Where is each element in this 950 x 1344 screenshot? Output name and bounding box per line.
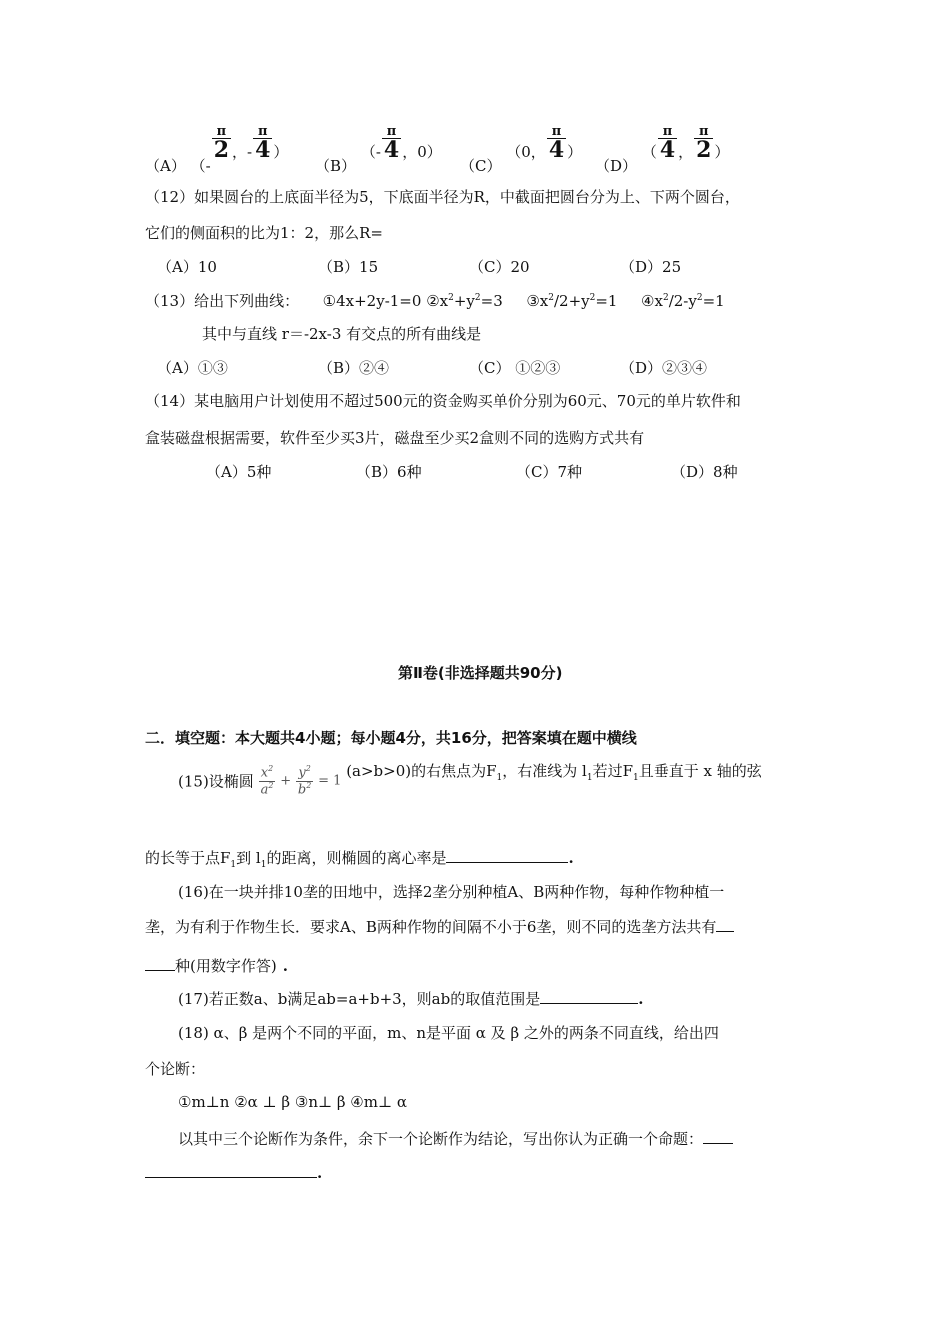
q18-line-2: 个论断： <box>145 1060 206 1078</box>
q12-option-d: （D）25 <box>620 258 682 276</box>
q15-line-2: 的长等于点$F_1$到 $l_1$的距离，则椭圆的离心率是 . <box>145 849 574 870</box>
q11-option-d: （D） （ $\frac{\pi}{4}$ ， $\frac{\pi}{2}$ ） <box>595 124 730 175</box>
q12-option-c: （C）20 <box>469 258 530 276</box>
q18-line-1: (18) α、β 是两个不同的平面，m、n是平面 α 及 β 之外的两条不同直线，给出四 <box>178 1024 719 1042</box>
fraction-pi-over-4: $\frac{\pi}{4}$ <box>255 124 271 163</box>
answer-blank-16a[interactable] <box>716 917 734 932</box>
answer-blank-16b[interactable] <box>145 956 175 971</box>
fraction-pi-over-4: $\frac{\pi}{4}$ <box>659 124 676 163</box>
answer-blank-15[interactable] <box>446 848 568 863</box>
q16-line-1: (16)在一块并排10垄的田地中，选择2垄分别种植A、B两种作物，每种作物种植一 <box>178 883 725 901</box>
q11-options <box>145 125 825 173</box>
q12-line-2: 它们的侧面积的比为1：2，那么R= <box>145 224 383 242</box>
q13-line-1: （13）给出下列曲线： ①4x+2y-1=0 $②x^2+y^2=3$ $③x^2/2+y^2=1$ $④x^2/2-y^2=1$ <box>145 292 725 310</box>
q18-line-5: . <box>145 1163 322 1182</box>
q12-option-a: （A）10 <box>157 258 217 276</box>
curve-1: ①4x+2y-1=0 <box>322 292 422 310</box>
q14-option-b: （B）6种 <box>356 463 422 481</box>
answer-blank-17[interactable] <box>540 989 638 1004</box>
fraction-pi-over-4: $\frac{\pi}{4}$ <box>548 124 565 163</box>
curve-3: $③x^2/2+y^2=1$ <box>526 292 618 310</box>
q18-line-4: 以其中三个论断作为条件，余下一个论断作为结论，写出你认为正确一个命题： <box>178 1128 733 1149</box>
curve-4: $④x^2/2-y^2=1$ <box>641 292 725 310</box>
q14-line-1: （14）某电脑用户计划使用不超过500元的资金购买单价分别为60元、70元的单片软件和 <box>145 392 741 410</box>
q16-line-3: 种(用数字作答) . <box>145 955 288 976</box>
q13-option-c: （C） ①②③ <box>469 359 561 377</box>
q16-line-2: 垄，为有利于作物生长．要求A、B两种作物的间隔不小于6垄，则不同的选垄方法共有 <box>145 916 734 937</box>
q18-line-3: ①m⊥n ②α ⊥ β ③n⊥ β ④m⊥ α <box>178 1093 407 1111</box>
q12-option-b: （B）15 <box>318 258 379 276</box>
q13-line-2: 其中与直线 r＝-2x-3 有交点的所有曲线是 <box>202 325 482 343</box>
q15-line-1: (15)设椭圆 $\frac{x^2}{a^2}$ + $\frac{y^2}{b^2}$ = 1 (a>b>0)的右焦点为$F_1$，右准线为 $l_1$若过$F_1$且垂直于 x 轴的弦 <box>178 761 762 797</box>
fraction-pi-over-4: $\frac{\pi}{4}$ <box>383 124 400 163</box>
section-2-heading: 二．填空题：本大题共4小题；每小题4分，共16分，把答案填在题中横线 <box>145 729 637 747</box>
q14-option-d: （D）8种 <box>671 463 738 481</box>
q11-option-b: （B） （- $\frac{\pi}{4}$ ，0） <box>315 124 442 175</box>
ellipse-equation: $\frac{x^2}{a^2}$ + $\frac{y^2}{b^2}$ = 1 <box>260 764 342 797</box>
answer-blank-18a[interactable] <box>703 1129 733 1144</box>
fraction-pi-over-2: $\frac{\pi}{2}$ <box>696 124 712 163</box>
section-2-title: 第Ⅱ卷(非选择题共90分) <box>398 664 563 682</box>
q14-line-2: 盒装磁盘根据需要，软件至少买3片，磁盘至少买2盒则不同的选购方式共有 <box>145 429 645 447</box>
q11-option-c: （C） （0， $\frac{\pi}{4}$ ） <box>460 124 583 175</box>
q13-option-a: （A）①③ <box>157 359 228 377</box>
q13-option-d: （D）②③④ <box>620 359 708 377</box>
q14-option-a: （A）5种 <box>206 463 272 481</box>
q13-option-b: （B）②④ <box>318 359 390 377</box>
q17-line-1: (17)若正数a、b满足ab=a+b+3，则ab的取值范围是 . <box>178 990 644 1008</box>
q12-line-1: （12）如果圆台的上底面半径为5，下底面半径为R，中截面把圆台分为上、下两个圆台， <box>145 188 740 206</box>
curve-2: $②x^2+y^2=3$ <box>426 292 503 310</box>
q11-option-a: （A） （- $\frac{\pi}{2}$ ，- $\frac{\pi}{4}$ ） <box>145 124 289 175</box>
answer-blank-18b[interactable] <box>145 1163 317 1178</box>
fraction-pi-over-2: $\frac{\pi}{2}$ <box>213 124 230 163</box>
q14-option-c: （C）7种 <box>516 463 583 481</box>
